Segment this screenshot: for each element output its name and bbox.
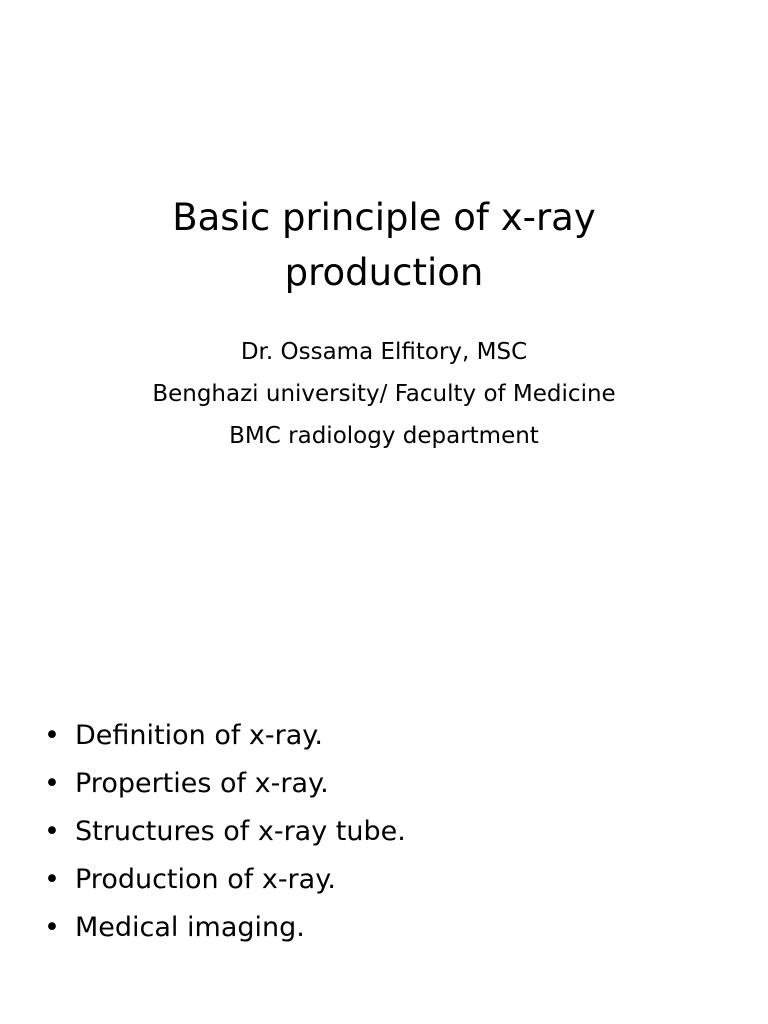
bullet-item: [44, 760, 744, 808]
bullet-item: [44, 856, 744, 904]
bullet-text: Medical imaging.: [75, 912, 305, 943]
bullet-text: Properties of x-ray.: [75, 768, 329, 799]
bullet-list: [44, 712, 744, 952]
slide-title-line: Basic principle of x-ray: [172, 196, 596, 239]
department-line: BMC radiology department: [229, 423, 539, 449]
bullet-text: Definition of x-ray.: [75, 720, 324, 751]
bullet-text: Production of x-ray.: [75, 864, 336, 895]
bullet-item: [44, 808, 744, 856]
bullet-marker: •: [44, 816, 60, 847]
slide-title: [0, 190, 768, 300]
affiliation-line: Benghazi university/ Faculty of Medicine: [152, 381, 616, 407]
author-line: Dr. Ossama Elfitory, MSC: [240, 339, 528, 365]
bullet-text: Structures of x-ray tube.: [75, 816, 406, 847]
bullet-item: [44, 712, 744, 760]
bullet-marker: •: [44, 720, 60, 751]
bullet-marker: •: [44, 768, 60, 799]
bullet-marker: •: [44, 912, 60, 943]
slide-subtitle: [0, 331, 768, 457]
slide-title-line: production: [284, 251, 484, 294]
bullet-item: [44, 904, 744, 952]
bullet-marker: •: [44, 864, 60, 895]
